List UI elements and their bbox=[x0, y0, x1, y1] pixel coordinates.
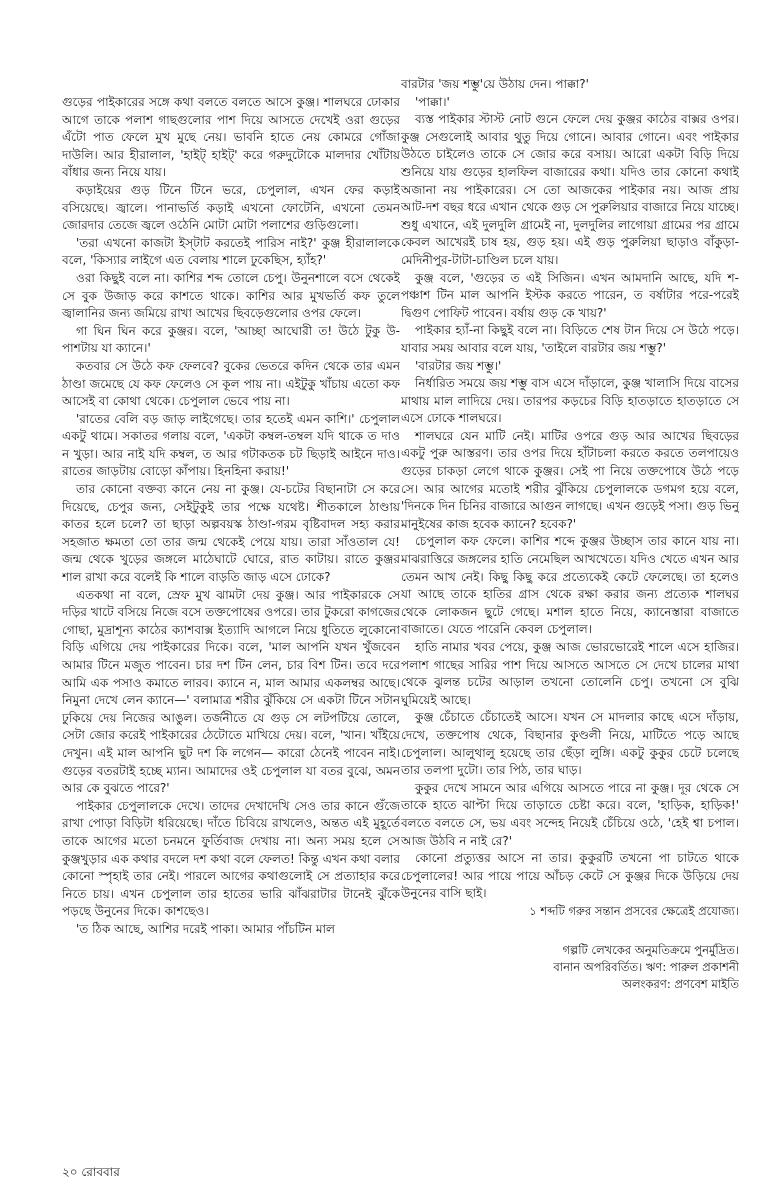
paragraph: হাতি নামার খবর পেয়ে, কুঞ্জ আজ ভোরভোরেই শালে এসে হাজির। পলাশ গাছের সারির পাশ দিয়ে আসতে আসতে সে দেখে চালের মাথা থেকে ঝুলন্ত চটের আড়াল তখনো তোলেনি চেপু। তখনো সে বুঝি ঘুমিয়েই আছে। bbox=[401, 640, 739, 707]
paragraph: পাইকার চেপুলালকে দেখে। তাদের দেখাদেখি সেও তার কানে গুঁজে রাখা পোড়া বিড়িটা ধরিয়েছে। দাঁতে চিবিয়ে রাখলেও, অন্তত এই মুহূর্তে তাকে আগের মতো চনমনে ফুর্তিবাজ দেখায় না। অন্য সময় হলে সে কুঞ্জখুড়ার এক কথার বদলে দশ কথা বলে ফেলত! কিন্তু এখন কথা বলার কোনো স্পৃহাই তার নেই। পারলে আগের কথাগুলোই সে প্রত্যাহার করে নিতে চায়। এখন চেপুলাল তার হাতের ভারি ঝাঁঝরাটার টানেই ঝুঁকে পড়ছে উনুনের দিকে। কাশছেও। bbox=[62, 798, 400, 919]
paragraph: ব্যস্ত পাইকার স্টাস্ট নোট গুনে ফেলে দেয় কুঞ্জর কাঠের বাক্সর ওপর। কুঞ্জ সেগুলোই আবার থুতু দিয়ে গোনে। আবার গোনে। এবং পাইকার উঠতে চাইলেও তাকে সে জোর করে বসায়। আরো একটা বিড়ি দিয়ে শুনিয়ে যায় গুড়ের হালফিল বাজারের কথা। যদিও তার কোনো কথাই অজানা নয় পাইকারের। সে তো আজকের পাইকার নয়। আজ প্রায় আট-দশ বছর ধরে এখান থেকে গুড় সে পুরুলিয়ার বাজারে নিয়ে যাচ্ছে। শুধু এখানে, এই দুলদুলি গ্রামেই না, দুলদুলির লাগোয়া গ্রামের পর গ্রামে কেবল আখেরই চাষ হয়, গুড় হয়। এই গুড় পুরুলিয়া ছাড়াও বাঁকুড়া-মেদিনীপুর-টাটা-চাণ্ডিল চলে যায়। bbox=[401, 112, 739, 267]
paragraph: তার কোনো বক্তব্য কানে নেয় না কুঞ্জ। যে-চটের বিছানাটা সে করে দিয়েছে, চেপুর জন্য, সেইটুকুই তার পক্ষে যথেষ্ট। শীতকালে ঠাণ্ডায় কাতর হলে চলে? তা ছাড়া অল্পবয়স্ক ঠাণ্ডা-গরম বৃষ্টিবাদল সহ্য করার সহজাত ক্ষমতা তো তার জন্ম থেকেই পেয়ে যায়। তারা সাঁওতাল যে! জন্ম থেকে খুড়ের জঙ্গলে মাঠেঘাটে ঘোরে, রাত কাটায়। রাতে কুঞ্জর শাল রাখা করে বলেই কি শালে বাড়তি জাড় এসে ঢোকে? bbox=[62, 482, 400, 585]
paragraph: এতকথা না বলে, স্রেফ মুখ ঝামটা দেয় কুঞ্জ। আর পাইকারকে সে দড়ির খাটে বসিয়ে নিজে বসে তক্তপোষের ওপরে। তার টুকরো কাগজের গোছা, মুদ্রাশূন্য কাঠের ক্যাশবাক্স ইত্যাদি আগলে নিয়ে ধুতিতে লুকোনো বিড়ি এগিয়ে দেয় পাইকারের দিকে। বলে, 'মাল আপনি যখন খুঁজবেন আমার টিনে মজুত পাবেন। চার দশ টিন লেন, চার বিশ টিন। তবে দরে আমি এক পসাও কমাতে লারব। ক্যানে ন, মাল আমার একলম্বর আছে। নিমুনা দেখে লেন ক্যানে—' বলামাত্র শরীর ঝুঁকিয়ে সে একটা টিনে সটান ঢুকিয়ে দেয় নিজের আঙুল। তর্জনীতে যে গুড় সে লটপটিয়ে তোলে, সেটা জোর করেই পাইকারের ঠেটোতে মাখিয়ে দেয়। বলে, 'খান। খাঁইয়ে দেখুন। এই মাল আপনি ছুট দশ কি লগেন— কারো ঠেনেই পাবেন নাই। গুড়ের বতরটাই হচ্ছে ম্যান। আমাদের ওই চেপুলাল যা বতর বুঝে, অমন আর কে বুঝতে পারে?' bbox=[62, 587, 400, 796]
spelling-note: বানান অপরিবর্তিত। ঋণ: পারুল প্রকাশনী bbox=[553, 959, 739, 974]
right-column bbox=[401, 76, 739, 1156]
paragraph: কতবার সে উঠে কফ ফেলবে? বুকের ভেতরে কদিন থেকে তার এমন ঠাণ্ডা জমেছে যে কফ ফেলেও সে কূল পায় না। এইটুকু খাঁচায় এতো কফ আসেই বা কোথা থেকে। চেপুলাল ভেবে পায় না। bbox=[62, 358, 400, 409]
paragraph: গা ঘিন ঘিন করে কুঞ্জর। বলে, 'আচ্ছা আঘোরী ত! উঠে টুকু উ-পাশটায় যা ক্যানে।' bbox=[62, 323, 400, 356]
paragraph: কুকুর দেখে সামনে আর এগিয়ে আসতে পারে না কুঞ্জ। দূর থেকে সে তাকে হাতে ঝাপ্টা দিয়ে তাড়াতে চেষ্টা করে। বলে, 'হাড়িক, হাড়িক!' বলতে বলতে সে, ভয় এবং সন্দেহ নিয়েই চেঁচিয়ে ওঠে, 'হেই শ্বা চপাল। আজ উঠবি ন নাই রে?' bbox=[401, 780, 739, 848]
paragraph: 'বারটার জয় শম্ভু।' bbox=[415, 358, 502, 373]
reprint-permission: গল্পটি লেখকের অনুমতিক্রমে পুনর্মুদ্রিত। bbox=[562, 942, 739, 957]
paragraph: চেপুলাল কফ ফেলে। কাশির শব্দে কুঞ্জর উচ্ছাস তার কানে যায় না। মাঝরাত্তিরে জঙ্গলের হাতি নেমেছিল আখখেতে। যদিও খেতে এখন আর তেমন আখ নেই। কিছু কিছু করে প্রত্যেকেই কেটে ফেলেছে। তা হলেও যা আছে তাকে হাতির গ্রাস থেকে রক্ষা করার জন্য প্রত্যেক শালঘর থেকে লোকজন ছুটে গেছে। মশাল হাতে নিয়ে, ক্যানেস্তারা বাজাতে বাজাতে। যেতে পারেনি কেবল চেপুলাল। bbox=[401, 534, 739, 637]
paragraph: 'রাতের বেলি বড় জাড় লাইগেছে। তার হতেই এমন কাশি।' চেপুলাল একটু থামে। সকাতর গলায় বলে, 'একটা কম্বল-তম্বল যদি থাকে ত দাও ন খুড়া। আর নাই যদি কম্বল, ত আর গটাকতক চট ছিড়াই আইনে দাও। রাতের জাড়টায় বোড়ো কাঁপায়। হিনহিনা করায়!' bbox=[62, 411, 400, 479]
reprint-credits bbox=[401, 942, 739, 976]
paragraph: কুঞ্জ চেঁচাতে চেঁচাতেই আসে। যখন সে মাদলার কাছে এসে দাঁড়ায়, দেখে, তক্তপোষ থেকে, বিছানার কুণ্ডলী নিয়ে, মাটিতে পড়ে আছে চেপুলাল। আলুথালু হয়েছে তার ছেঁড়া লুঙ্গি। একটু কুকুর চেটে চলেছে তার তলপা দুটো। তার পিঠ, তার ঘাড়। bbox=[401, 710, 739, 778]
paragraph: কোনো প্রত্যুত্তর আসে না তার। কুকুরটি তখনো পা চাটতে থাকে চেপুলালের! আর পায়ে পায়ে আঁচড় কেটে সে কুঞ্জর দিকে উড়িয়ে দেয় উনুনের বাসি ছাই। bbox=[401, 851, 739, 901]
paragraph: 'তরা এখনো কাজটা ইস্‌টাট করতেই পারিস নাই?' কুঞ্জ হীরালালকে বলে, 'কিস্যার লাইগে এত বেলায় শালে ঢুকেছিস, হ্যাঁহ?' bbox=[62, 235, 400, 268]
paragraph: পাইকার হ্যাঁ-না কিছুই বলে না। বিড়িতে শেষ টান দিয়ে সে উঠে পড়ে। যাবার সময় আবার বলে যায়, 'তাইলে বারটার জয় শম্ভু?' bbox=[401, 323, 739, 355]
paragraph: শালঘরে যেন মাটি নেই। মাটির ওপরে গুড় আর আখের ছিবড়ের একটু পুরু আস্তরণ। তার ওপর দিয়ে হাঁটাচলা করতে করতে তলপায়েও গুড়ের চাকড়া লেগে থাকে কুঞ্জর। সেই পা নিয়ে তক্তপোষে উঠে পড়ে সে। আর আগের মতোই শরীর ঝুঁকিয়ে চেপুলালকে ডগমগ হয়ে বলে, 'দিনকে দিন চিনির বাজারে আগুন লাগছে। এখন গুড়েই পসা। গুড় ভিনু মানুইষের কাজ হবেক ক্যানে? হবেক?' bbox=[401, 428, 739, 531]
paragraph: গুড়ের পাইকারের সঙ্গে কথা বলতে বলতে আসে কুঞ্জ। শালঘরে ঢোকার আগে তাকে পলাশ গাছগুলোর পাশ দিয়ে আসতে দেখেই ওরা গুড়ের এঁটো পাত ফেলে মুখ মুছে নেয়। ভাবনি হাতে নেয় কোমরে গোঁজা দাউলি। আর হীরালাল, 'হাইট্‌ হাইট্‌' করে গরুদুটোকে মালদার খোঁটায় বাঁধার জন্য নিয়ে যায়। bbox=[62, 95, 400, 180]
paragraph: 'ত ঠিক আছে, আশির দরেই পাকা। আমার পাঁচটিন মাল bbox=[76, 921, 335, 936]
paragraph: ওরা কিছুই বলে না। কাশির শব্দ তোলে চেপু। উনুনশালে বসে থেকেই সে বুক উজাড় করে কাশতে থাকে। কাশির আর মুখভর্তি কফ তুলে জ্বালানির জন্য জমিয়ে রাখা আখের ছিবড়েগুলোর ওপর ফেলে। bbox=[62, 270, 400, 321]
paragraph: নির্ধারিত সময়ে জয় শম্ভু বাস এসে দাঁড়ালে, কুঞ্জ খালাসি দিয়ে বাসের মাথায় মাল লাদিয়ে দেয়। তারপর কড়চের বিড়ি হাতড়াতে হাতড়াতে সে এসে ঢোকে শালঘরে। bbox=[401, 376, 739, 426]
paragraph: 'পাক্কা।' bbox=[415, 94, 450, 109]
paragraph: বারটার 'জয় শম্ভু'য়ে উঠায় দেন। পাক্কা?' bbox=[401, 77, 589, 91]
left-column bbox=[62, 94, 400, 1142]
paragraph: কুঞ্জ বলে, 'গুড়ের ত এই সিজিন। এখন আমদানি আছে, যদি শ-পঞ্চাশ টিন মাল আপনি ইস্টক করতে পারেন, ত বর্ষাটার পরে-পরেই দ্বিগুণ পোফিট পাবেন। বর্ষায় গুড় কে খায়?' bbox=[401, 270, 739, 320]
paragraph: কড়াইয়ের গুড় টিনে টিনে ভরে, চেপুলাল, এখন ফের কড়াই বসিয়েছে। জ্বালে। পানাভর্তি কড়াই এখনো ফোটেনি, এখনো তেমন জোরদার তেজে জ্বলে ওঠেনি মোটা মোটা পলাশের গুড়িগুলো। bbox=[62, 182, 400, 233]
page-folio: ২০ রোববার bbox=[62, 1165, 120, 1179]
footnote: ১ শব্দটি গরুর সন্তান প্রসবের ক্ষেত্রেই প্রযোজ্য। bbox=[529, 903, 739, 918]
illustration-credit: অলংকরণ: প্রণবেশ মাইতি bbox=[622, 976, 739, 991]
